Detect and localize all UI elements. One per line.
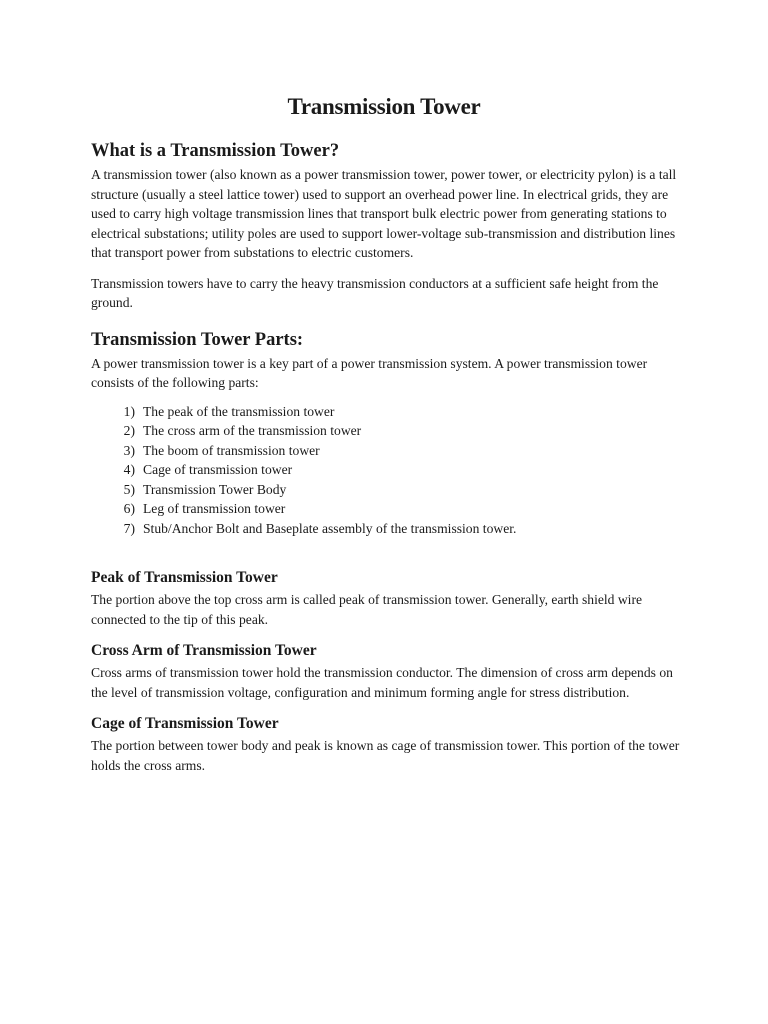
list-item-text: The boom of transmission tower [143,442,320,458]
section-cage [91,713,683,775]
list-item-number: 2) [123,423,135,438]
list-item [91,441,683,461]
paragraph-parts-intro: A power transmission tower is a key part of a power transmission system. A power transmission tower consists of the following parts: [91,355,648,390]
document-content [91,138,683,775]
list-item-number: 1) [123,403,135,419]
paragraph-conductors: Transmission towers have to carry the heavy transmission conductors at a sufficient safe height from the ground. [91,275,659,310]
list-item-text: Cage of transmission tower [143,462,293,477]
section-heading-parts: Transmission Tower Parts: [91,329,304,350]
list-item-text: Stub/Anchor Bolt and Baseplate assembly of the transmission tower. [143,520,517,536]
paragraph-definition: A transmission tower (also known as a power transmission tower, power tower, or electricity pylon) is a tall structure (usually a steel lattice tower) used to support an overhead power line. In electrical grids, they are used to carry high voltage transmission lines that transport bulk electric power from generating stations to electrical substations; utility poles are used to support lower-voltage sub-transmission and distribution lines that transport power from substations to electric customers. [91,167,677,260]
list-item [91,480,683,500]
list-item-number: 4) [123,462,135,477]
paragraph-cross-arm: Cross arms of transmission tower hold the transmission conductor. The dimension of cross arm depends on the level of transmission voltage, configuration and minimum forming angle for stress distribution. [91,665,673,700]
sub-heading-cross-arm: Cross Arm of Transmission Tower [91,642,317,659]
section-what-is [91,138,683,313]
list-item [91,519,683,539]
list-item [91,460,683,480]
list-item-text: The peak of the transmission tower [143,403,335,419]
paragraph-peak: The portion above the top cross arm is called peak of transmission tower. Generally, earth shield wire connected to the tip of this peak. [91,592,643,627]
list-item-text: Leg of transmission tower [143,501,286,516]
list-item-number: 7) [123,520,135,536]
section-heading-what-is: What is a Transmission Tower? [91,141,340,161]
section-parts [91,327,683,539]
parts-list [91,402,683,539]
document-title: Transmission Tower [287,94,481,119]
list-item [91,499,683,519]
list-item [91,402,683,422]
section-peak [91,567,683,629]
paragraph-cage: The portion between tower body and peak is known as cage of transmission tower. This portion of the tower holds the cross arms. [91,738,680,773]
list-item [91,421,683,441]
list-item-text: The cross arm of the transmission tower [143,423,362,438]
list-item-number: 6) [123,501,135,516]
list-item-number: 3) [123,442,135,458]
list-item-text: Transmission Tower Body [143,481,287,497]
section-cross-arm [91,640,683,702]
sub-heading-peak: Peak of Transmission Tower [91,569,278,586]
list-item-number: 5) [123,481,135,497]
sub-heading-cage: Cage of Transmission Tower [91,715,279,732]
